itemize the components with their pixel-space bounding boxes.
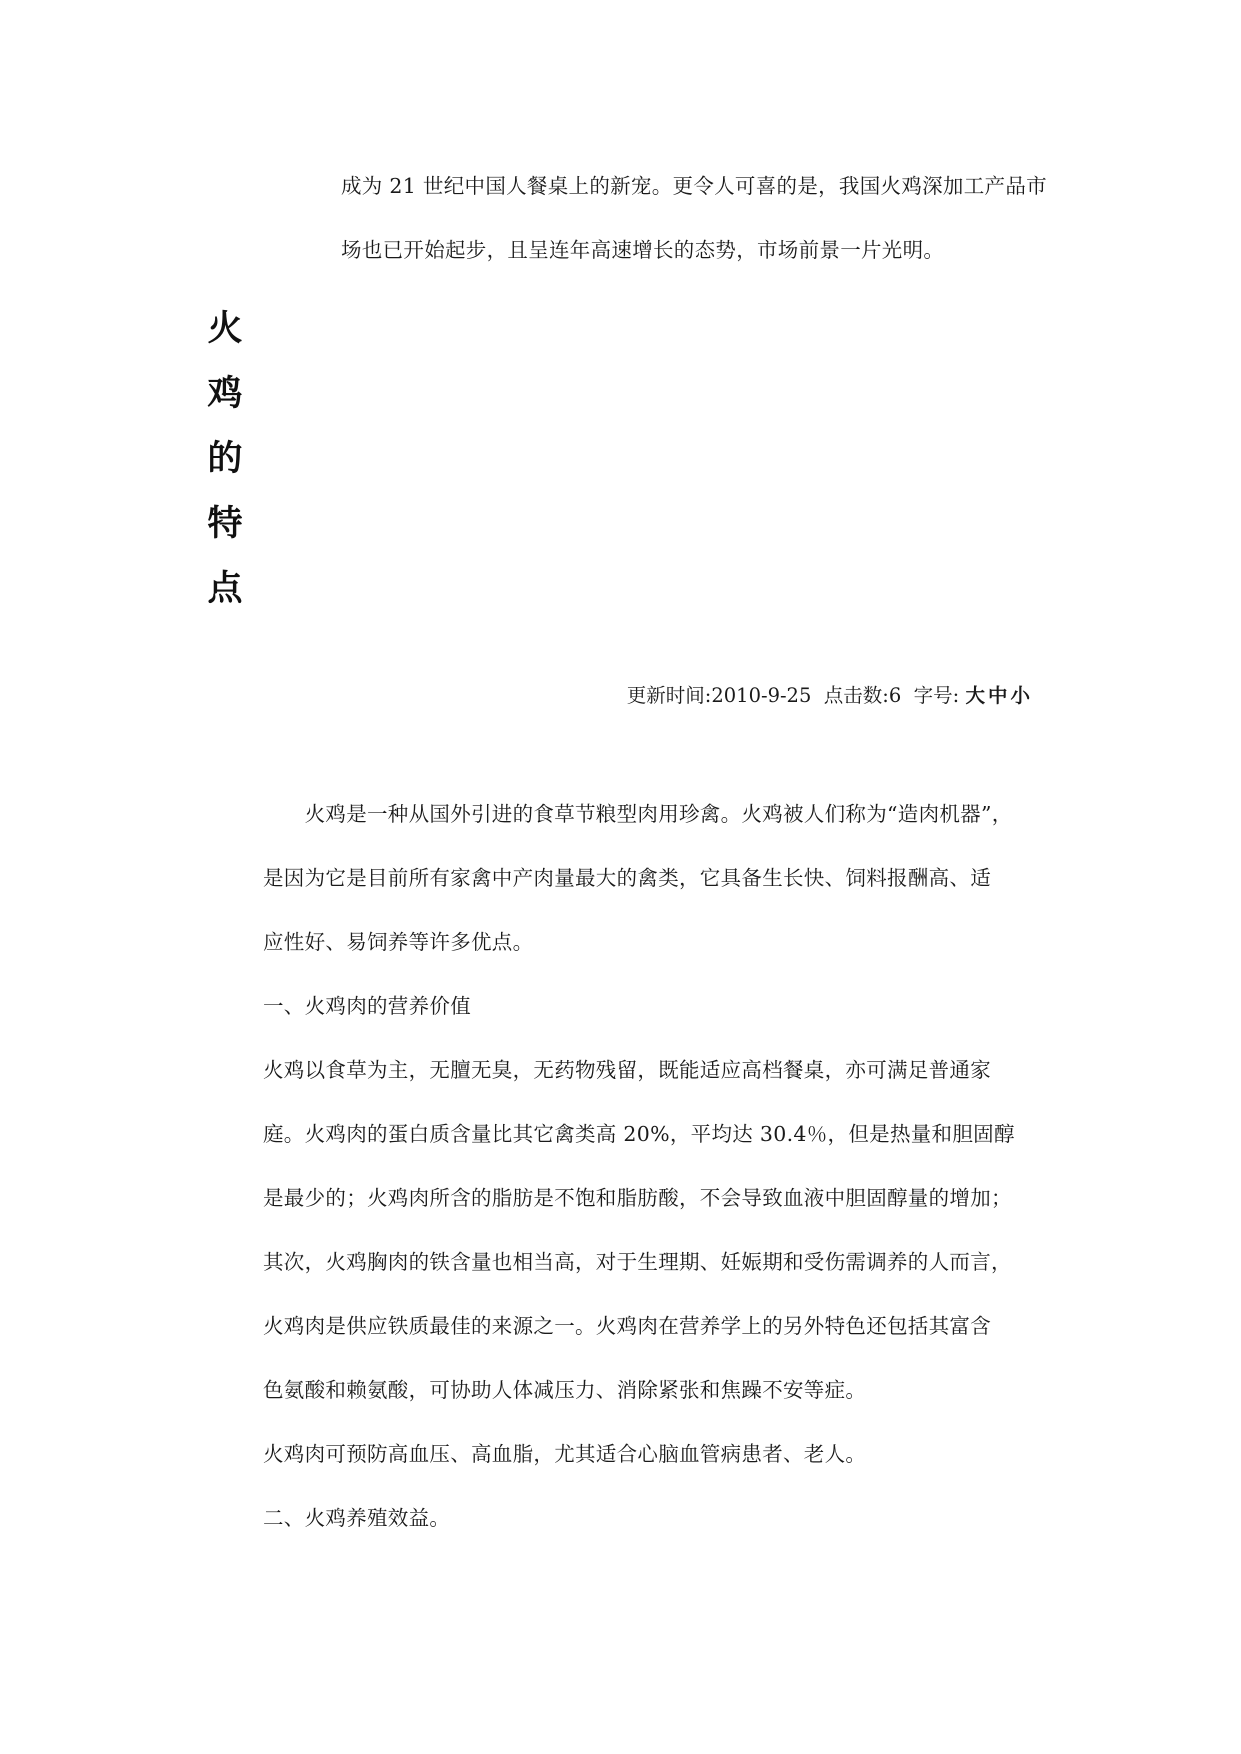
body-line: 庭。火鸡肉的蛋白质含量比其它禽类高 20%，平均达 30.4％，但是热量和胆固醇: [263, 1122, 1015, 1146]
body-line: 火鸡以食草为主，无膻无臭，无药物残留，既能适应高档餐桌，亦可满足普通家: [263, 1058, 991, 1082]
body-line: 火鸡是一种从国外引进的食草节粮型肉用珍禽。火鸡被人们称为“造肉机器”，: [263, 802, 1013, 826]
font-size-large-link[interactable]: 大: [965, 684, 988, 707]
section-heading: 二、火鸡养殖效益。: [263, 1506, 451, 1530]
body-line: 应性好、易饲养等许多优点。: [263, 930, 534, 954]
click-count: 点击数:6: [823, 684, 902, 707]
body-line: 火鸡肉是供应铁质最佳的来源之一。火鸡肉在营养学上的另外特色还包括其富含: [263, 1314, 991, 1338]
body-line: 火鸡肉可预防高血压、高血脂，尤其适合心脑血管病患者、老人。: [263, 1442, 867, 1466]
intro-line: 成为 21 世纪中国人餐桌上的新宠。更令人可喜的是，我国火鸡深加工产品市: [341, 174, 1047, 198]
title-char: 鸡: [207, 373, 243, 414]
title-char: 火: [207, 308, 243, 349]
update-time: 更新时间:2010-9-25: [626, 684, 812, 707]
title-char: 点: [207, 568, 243, 609]
body-line: 色氨酸和赖氨酸，可协助人体减压力、消除紧张和焦躁不安等症。: [263, 1378, 867, 1402]
font-size-small-link[interactable]: 小: [1010, 684, 1033, 707]
intro-line: 场也已开始起步，且呈连年高速增长的态势，市场前景一片光明。: [341, 238, 945, 262]
article-meta: [627, 683, 1033, 709]
title-char: 特: [207, 503, 243, 544]
body-line: 其次，火鸡胸肉的铁含量也相当高，对于生理期、妊娠期和受伤需调养的人而言，: [263, 1250, 1012, 1274]
body-line: 是因为它是目前所有家禽中产肉量最大的禽类，它具备生长快、饲料报酬高、适: [263, 866, 991, 890]
font-size-label: 字号:: [913, 684, 960, 707]
body-line: 是最少的；火鸡肉所含的脂肪是不饱和脂肪酸，不会导致血液中胆固醇量的增加；: [263, 1186, 1012, 1210]
font-size-medium-link[interactable]: 中: [987, 684, 1011, 707]
section-heading: 一、火鸡肉的营养价值: [263, 994, 471, 1018]
page-title: [200, 296, 250, 621]
title-char: 的: [207, 438, 243, 479]
